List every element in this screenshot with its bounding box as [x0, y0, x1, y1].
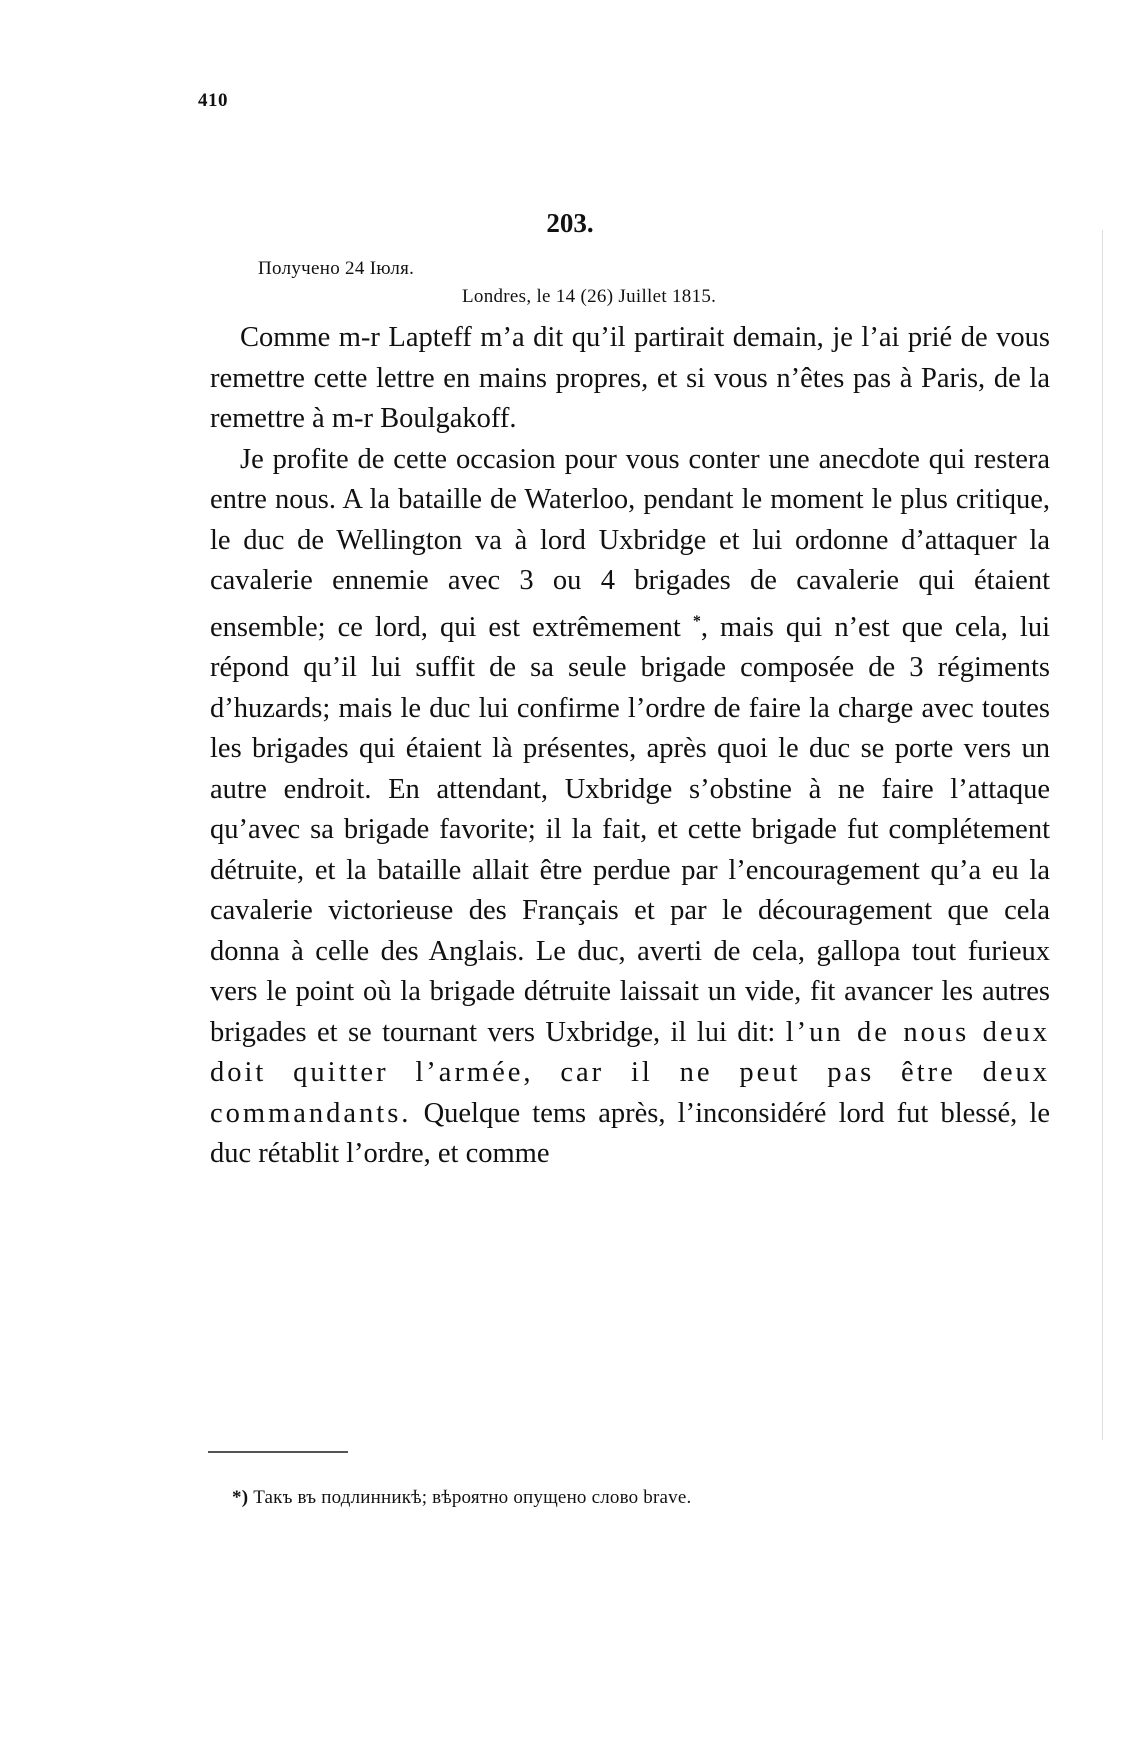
footnote-divider — [208, 1451, 348, 1453]
dateline: Londres, le 14 (26) Juillet 1815. — [462, 286, 717, 307]
letter-number-heading: 203. — [546, 208, 594, 238]
paragraph-1: Comme m-r Lapteff m’a dit qu’il partirait demain, je l’ai prié de vous remettre cette lettre en mains propres, et si vous n’êtes pas à Paris, de la remettre à m-r Boulgakoff. — [210, 322, 1050, 434]
footnote — [232, 1487, 691, 1509]
page-number: 410 — [198, 90, 228, 111]
letter-body — [210, 318, 1050, 1175]
received-note: Получено 24 Іюля. — [258, 258, 415, 279]
spaced-quote: l’un de nous deux doit quitter l’armée, car il ne peut pas être deux commandants. — [210, 1016, 1050, 1129]
footnote-text: Такъ въ подлинникѣ; вѣроятно опущено слово brave. — [253, 1487, 692, 1508]
paragraph-2-end: Quelque tems après, l’inconsidéré lord fut blessé, le duc rétablit l’ordre, et comme — [210, 1097, 1050, 1169]
paragraph-2-start: Je profite de cette occasion pour vous conter une anecdote qui restera entre nous. A la bataille de Waterloo, pendant le moment le plus critique, le duc de Wellington va à lord Uxbridge et lui ordonne d’attaquer la cavalerie ennemie avec 3 ou 4 brigades de cavalerie qui étaient ensemble; ce lord, qui est extrêmement — [210, 443, 1050, 643]
footnote-reference: * — [692, 612, 701, 630]
paragraph-2-middle: , mais qui n’est que cela, lui répond qu’il lui suffit de sa seule brigade composée de 3 régiments d’huzards; mais le duc lui confirme l’ordre de faire la charge avec toutes les brigades qui étaient là présentes, après quoi le duc se porte vers un autre endroit. En attendant, Uxbridge s’obstine à ne faire l’attaque qu’avec sa brigade favorite; il la fait, et cette brigade fut complétement détruite, et la bataille allait être perdue par l’encouragement qu’a eu la cavalerie victorieuse des Français et par le découragement que cela donna à celle des Anglais. Le duc, averti de cela, gallopa tout furieux vers le point où la brigade détruite laissait un vide, fit avancer les autres brigades et se tournant vers Uxbridge, il lui dit: — [210, 611, 1051, 1048]
paragraph-2 — [210, 440, 1050, 1175]
page-edge-line — [1102, 230, 1103, 1440]
footnote-marker: *) — [232, 1487, 249, 1508]
